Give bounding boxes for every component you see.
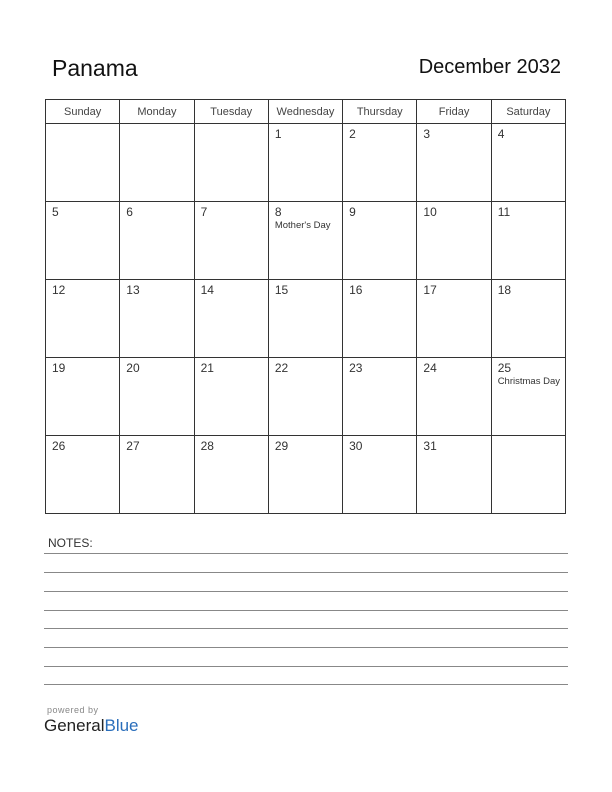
week-row [46,358,566,436]
brand-blue: Blue [104,716,139,735]
day-cell [46,436,120,514]
day-number: 20 [126,361,140,375]
powered-by-text: powered by [47,705,99,715]
note-line [44,628,568,629]
day-number: 13 [126,283,140,297]
day-number: 6 [126,205,133,219]
note-line [44,610,568,611]
day-cell [268,358,342,436]
brand-general: General [44,716,105,735]
week-row [46,202,566,280]
day-number: 15 [274,283,289,297]
day-number: 19 [52,361,66,375]
day-cell [417,358,491,436]
day-number: 27 [126,439,140,453]
day-number: 4 [497,127,505,141]
country-title: Panama [52,55,138,81]
week-row [46,436,566,514]
note-line [44,647,568,648]
day-cell [194,124,268,202]
day-cell [268,202,342,280]
weekday-header: Wednesday [268,100,342,124]
day-number: 9 [349,205,356,219]
day-number: 31 [423,439,437,453]
day-number: 1 [274,127,282,141]
day-cell [268,436,342,514]
day-cell [194,436,268,514]
day-cell [120,124,194,202]
day-cell [417,202,491,280]
day-cell [343,280,417,358]
weekday-header: Sunday [46,100,120,124]
weekday-header: Tuesday [194,100,268,124]
day-number: 14 [200,283,214,297]
day-cell [268,280,342,358]
note-line [44,572,568,573]
day-cell [120,358,194,436]
day-number: 24 [423,361,437,375]
day-cell [268,124,342,202]
day-cell [417,280,491,358]
note-line [44,553,568,554]
weekday-header-row [46,100,566,124]
calendar-grid [45,99,566,514]
note-line [44,591,568,592]
day-cell [491,202,565,280]
note-line [44,666,568,667]
day-number: 17 [423,283,437,297]
day-number: 29 [274,439,289,453]
day-cell [120,202,194,280]
day-number: 21 [200,361,214,375]
day-cell [194,280,268,358]
generalblue-logo [44,716,139,736]
day-cell [120,436,194,514]
day-cell [343,124,417,202]
day-number: 10 [423,205,437,219]
day-number: 11 [497,205,511,219]
day-cell [46,202,120,280]
weekday-header: Saturday [491,100,565,124]
day-number: 2 [349,127,356,141]
holiday-label: Mother's Day [274,220,331,231]
weekday-header: Monday [120,100,194,124]
day-number: 25 [497,361,512,375]
day-number: 5 [52,205,59,219]
week-row [46,280,566,358]
day-number: 3 [423,127,431,141]
day-number: 30 [349,439,363,453]
day-cell [491,280,565,358]
day-number: 7 [200,205,208,219]
day-number: 22 [274,361,289,375]
note-line [44,684,568,685]
day-cell [46,358,120,436]
day-number: 23 [349,361,363,375]
weekday-header: Thursday [343,100,417,124]
day-cell [491,358,565,436]
holiday-label: Christmas Day [497,376,560,387]
notes-label: NOTES: [48,536,93,550]
day-number: 16 [349,283,363,297]
day-cell [194,202,268,280]
weekday-header: Friday [417,100,491,124]
day-number: 12 [52,283,66,297]
day-number: 8 [274,205,282,219]
day-number: 26 [52,439,66,453]
day-cell [46,124,120,202]
day-cell [491,436,565,514]
day-cell [46,280,120,358]
day-number: 28 [200,439,214,453]
day-cell [417,436,491,514]
day-cell [491,124,565,202]
day-cell [343,436,417,514]
week-row [46,124,566,202]
day-cell [120,280,194,358]
day-cell [417,124,491,202]
day-cell [343,202,417,280]
day-cell [194,358,268,436]
day-cell [343,358,417,436]
day-number: 18 [497,283,512,297]
month-year-title: December 2032 [418,56,561,78]
